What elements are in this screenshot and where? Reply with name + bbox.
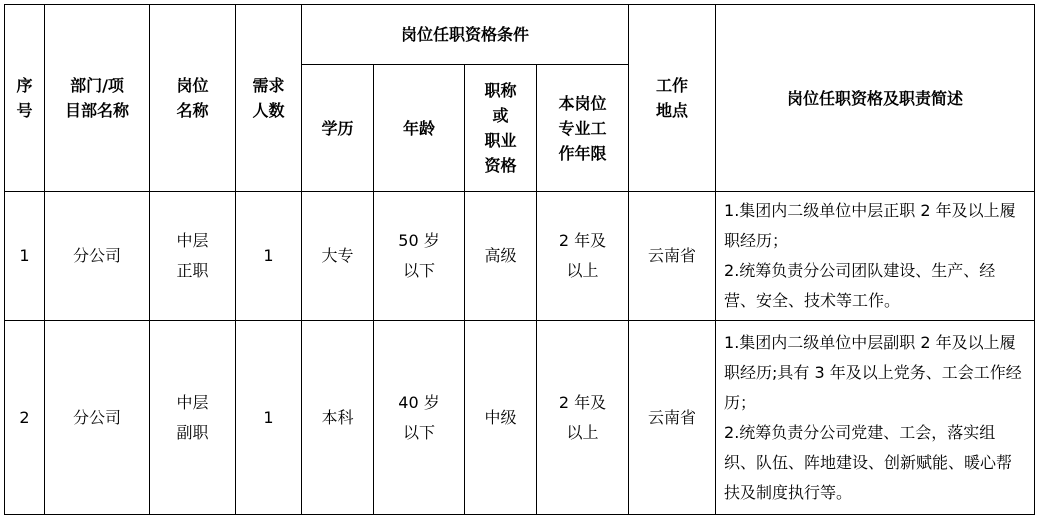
header-title: 职称 或 职业 资格 <box>465 65 537 192</box>
header-years: 本岗位 专业工 作年限 <box>537 65 629 192</box>
cell-age: 40 岁 以下 <box>374 321 465 515</box>
header-location: 工作 地点 <box>629 5 716 192</box>
cell-position: 中层 正职 <box>150 192 236 321</box>
cell-seq: 2 <box>5 321 45 515</box>
cell-seq: 1 <box>5 192 45 321</box>
cell-education: 大专 <box>302 192 374 321</box>
cell-description <box>716 192 1035 321</box>
header-headcount: 需求 人数 <box>236 5 302 192</box>
cell-years: 2 年及 以上 <box>537 321 629 515</box>
cell-headcount: 1 <box>236 321 302 515</box>
table-row <box>5 321 1035 515</box>
cell-description <box>716 321 1035 515</box>
header-dept: 部门/项 目部名称 <box>45 5 150 192</box>
description-line: 2.统筹负责分公司团队建设、生产、经营、安全、技术等工作。 <box>724 261 996 310</box>
cell-dept: 分公司 <box>45 192 150 321</box>
description-line: 2.统筹负责分公司党建、工会，落实组织、队伍、阵地建设、创新赋能、暖心帮扶及制度执行等。 <box>724 422 1013 502</box>
cell-years: 2 年及 以上 <box>537 192 629 321</box>
header-seq: 序 号 <box>5 5 45 192</box>
cell-headcount: 1 <box>236 192 302 321</box>
cell-location: 云南省 <box>629 321 716 515</box>
job-requirements-table <box>4 4 1035 515</box>
cell-title: 高级 <box>465 192 537 321</box>
header-age: 年龄 <box>374 65 465 192</box>
table-row <box>5 192 1035 321</box>
cell-title: 中级 <box>465 321 537 515</box>
header-row-1 <box>5 5 1035 65</box>
cell-location: 云南省 <box>629 192 716 321</box>
header-description: 岗位任职资格及职责简述 <box>716 5 1035 192</box>
cell-dept: 分公司 <box>45 321 150 515</box>
header-education: 学历 <box>302 65 374 192</box>
cell-age: 50 岁 以下 <box>374 192 465 321</box>
description-line: 1.集团内二级单位中层正职 2 年及以上履职经历； <box>724 201 1016 250</box>
cell-position: 中层 副职 <box>150 321 236 515</box>
header-position: 岗位 名称 <box>150 5 236 192</box>
header-qualifications: 岗位任职资格条件 <box>302 5 629 65</box>
cell-education: 本科 <box>302 321 374 515</box>
description-line: 1.集团内二级单位中层副职 2 年及以上履职经历;具有 3 年及以上党务、工会工作经历； <box>724 332 1022 412</box>
